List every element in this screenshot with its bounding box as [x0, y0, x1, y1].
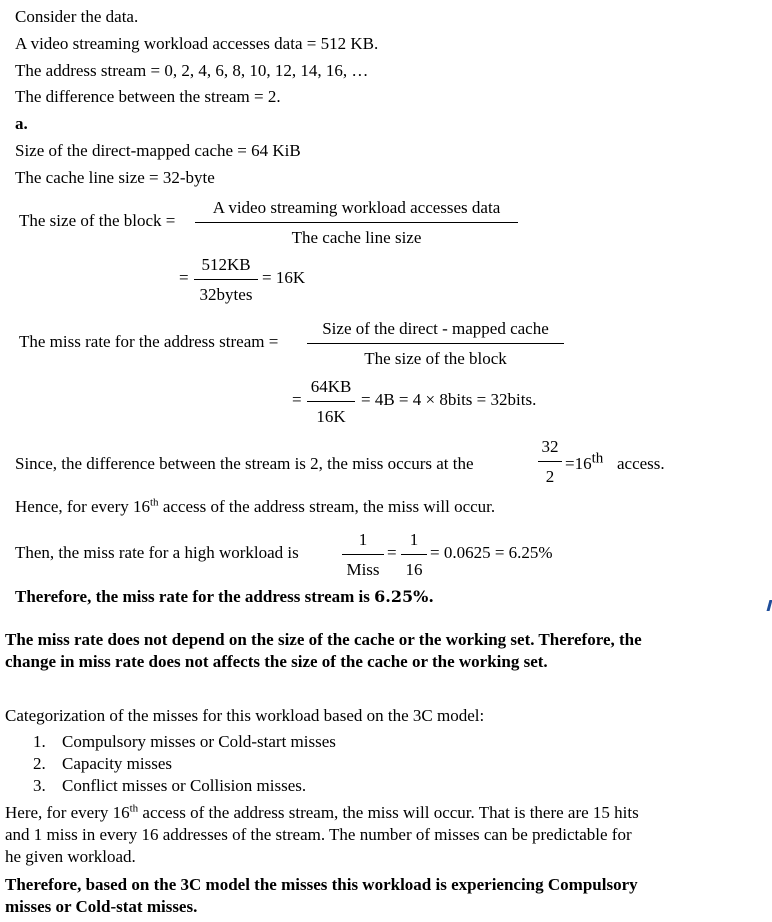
intro-line-4: The difference between the stream = 2.	[15, 87, 281, 106]
hence-line	[15, 497, 495, 517]
then-f2-numerator: 1	[409, 530, 419, 549]
then-eq: =	[387, 543, 397, 562]
fraction-bar	[195, 222, 518, 223]
hence-superscript: th	[150, 496, 159, 509]
list-item-text: Capacity misses	[62, 754, 173, 773]
list-item-text: Conflict misses or Collision misses.	[62, 776, 307, 795]
note-line-1: The miss rate does not depend on the size of the cache or the working set. Therefore, the	[5, 630, 642, 649]
then-fraction-1	[342, 530, 384, 580]
then-f1-numerator: 1	[358, 530, 368, 549]
edge-mark	[767, 600, 772, 611]
here-superscript: th	[129, 802, 139, 815]
fraction-bar	[342, 554, 384, 555]
since-tail: access.	[617, 454, 665, 473]
since-fraction	[538, 437, 562, 487]
then-f2-denominator: 16	[405, 560, 423, 579]
list-item	[33, 753, 336, 775]
miss-rate-lhs: The miss rate for the address stream =	[19, 332, 279, 351]
miss-eq2-fraction	[307, 377, 355, 427]
list-item-number: 3.	[33, 776, 46, 795]
then-result: = 0.0625 = 6.25%	[430, 543, 553, 562]
fraction-bar	[307, 343, 564, 344]
list-item-number: 1.	[33, 732, 46, 751]
intro-line-3: The address stream = 0, 2, 4, 6, 8, 10, 12, 14, 16, …	[15, 61, 369, 80]
hence-post: access of the address stream, the miss will occur.	[158, 497, 496, 516]
here-line-2: and 1 miss in every 16 addresses of the stream. The number of misses can be predictable for	[5, 825, 632, 844]
intro-line-2: A video streaming workload accesses data = 512 KB.	[15, 34, 379, 53]
therefore-bold-text: Therefore, the miss rate for the address stream is	[15, 587, 370, 606]
miss-rate-numerator: Size of the direct - mapped cache	[322, 319, 549, 338]
miss-eq2-denominator: 16K	[316, 407, 346, 426]
block-eq2-fraction	[194, 255, 258, 305]
since-text: Since, the difference between the stream is 2, the miss occurs at the	[15, 454, 474, 473]
since-numerator: 32	[541, 437, 559, 456]
since-denominator: 2	[545, 467, 555, 486]
miss-eq2-result: = 4B = 4 × 8bits = 32bits.	[361, 390, 537, 409]
miss-eq2-numerator: 64KB	[310, 377, 352, 396]
block-size-numerator: A video streaming workload accesses data	[212, 198, 501, 217]
list-item	[33, 775, 336, 797]
then-text: Then, the miss rate for a high workload is	[15, 543, 299, 562]
fraction-bar	[401, 554, 427, 555]
block-size-denominator: The cache line size	[291, 228, 422, 247]
since-eq: =16	[565, 454, 592, 473]
block-eq2-result: = 16K	[262, 268, 306, 287]
intro-line-1: Consider the data.	[15, 7, 139, 26]
here-pre: Here, for every 16	[5, 803, 130, 822]
line-size-line: The cache line size = 32-byte	[15, 168, 215, 187]
therefore-value: 6.25%.	[374, 587, 434, 606]
conclusion-line-2: misses or Cold-stat misses.	[5, 897, 198, 916]
block-eq2-numerator: 512KB	[201, 255, 251, 274]
cache-size-line: Size of the direct-mapped cache = 64 KiB	[15, 141, 301, 160]
list-item	[33, 731, 336, 753]
miss-eq2-prefix: =	[292, 390, 302, 409]
since-superscript: th	[591, 450, 604, 467]
block-size-lhs: The size of the block =	[19, 211, 176, 230]
fraction-bar	[538, 461, 562, 462]
block-eq2-prefix: =	[179, 268, 189, 287]
since-result	[565, 450, 604, 474]
therefore-miss-rate	[15, 587, 434, 607]
here-post: access of the address stream, the miss will occur. That is there are 15 hits	[138, 803, 639, 822]
here-line-3: he given workload.	[5, 847, 136, 866]
categorization-intro: Categorization of the misses for this workload based on the 3C model:	[5, 706, 485, 725]
miss-category-list	[33, 731, 336, 797]
fraction-bar	[194, 279, 258, 280]
conclusion-line-1: Therefore, based on the 3C model the misses this workload is experiencing Compulsory	[5, 875, 638, 894]
list-item-number: 2.	[33, 754, 46, 773]
list-item-text: Compulsory misses or Cold-start misses	[62, 732, 336, 751]
miss-rate-fraction	[307, 319, 564, 369]
block-size-fraction	[195, 198, 518, 248]
part-a-label: a.	[15, 114, 28, 133]
then-fraction-2	[401, 530, 427, 580]
block-eq2-denominator: 32bytes	[199, 285, 253, 304]
here-line-1	[5, 803, 639, 823]
miss-rate-denominator: The size of the block	[364, 349, 507, 368]
hence-pre: Hence, for every 16	[15, 497, 150, 516]
note-line-2: change in miss rate does not affects the size of the cache or the working set.	[5, 652, 548, 671]
fraction-bar	[307, 401, 355, 402]
then-f1-denominator: Miss	[346, 560, 380, 579]
